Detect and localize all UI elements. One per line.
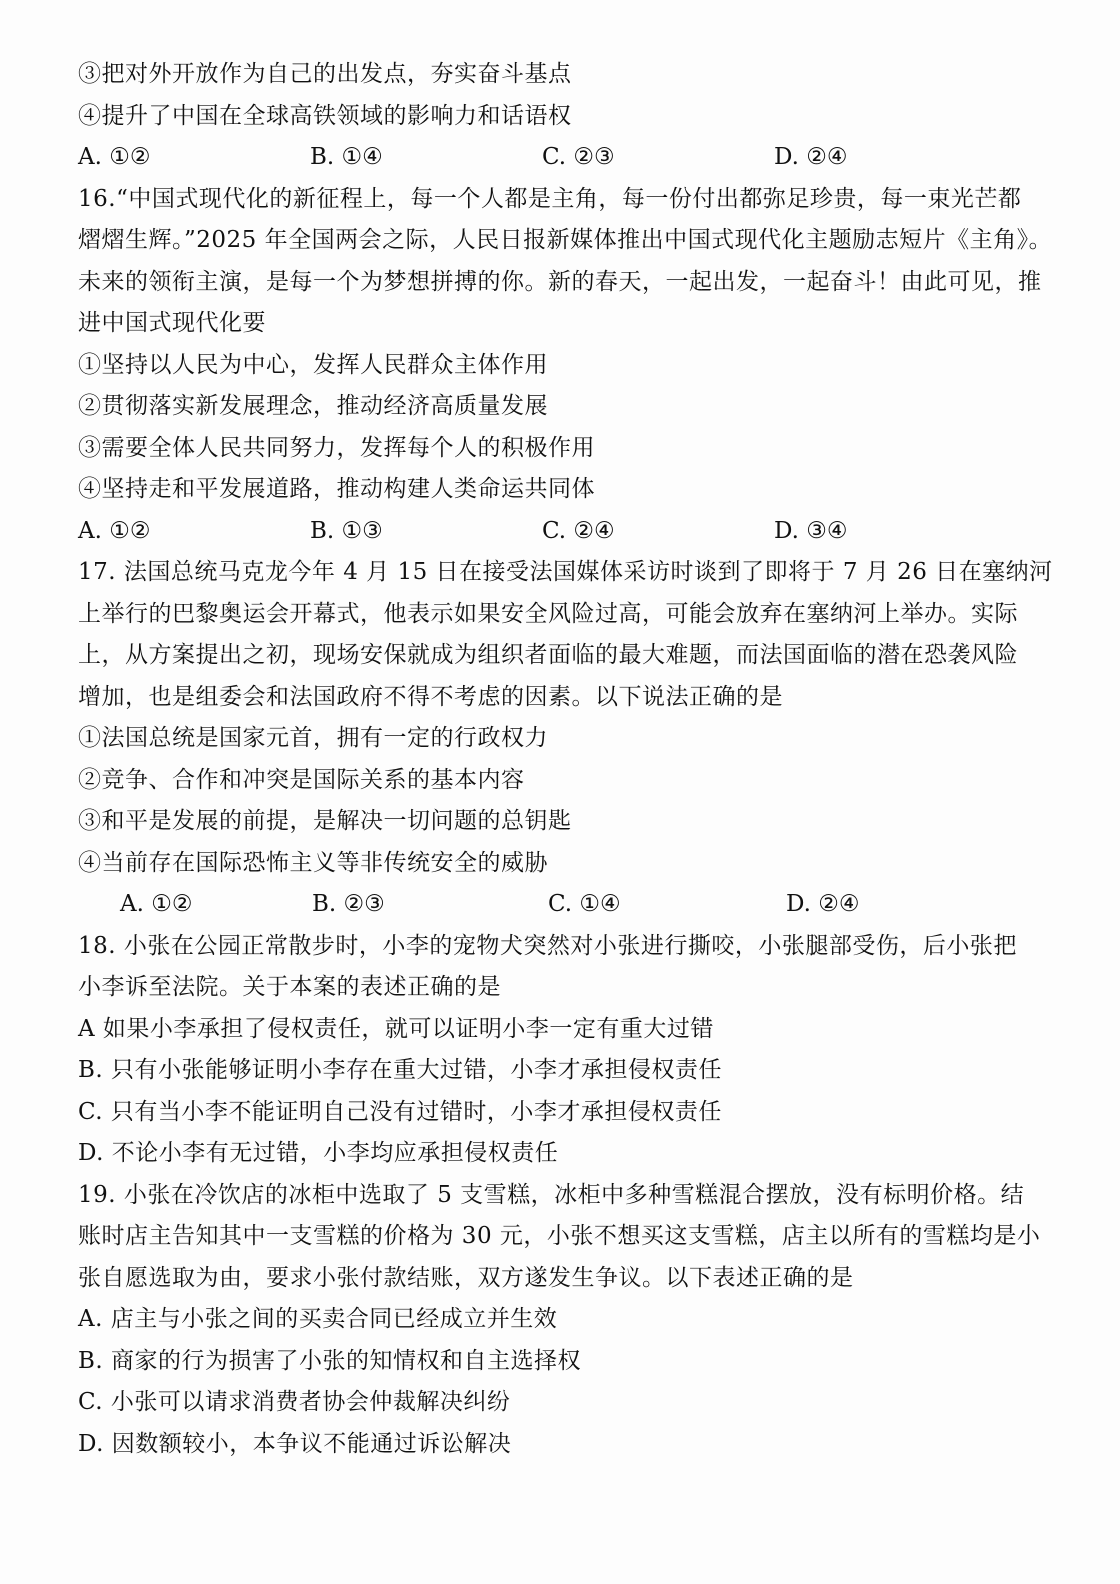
q19-choice-a: A. 店主与小张之间的买卖合同已经成立并生效: [78, 1306, 558, 1332]
page-content: [78, 54, 1053, 1465]
q15-options: [78, 137, 1048, 179]
q17-stem-line: 增加，也是组委会和法国政府不得不考虑的因素。以下说法正确的是: [78, 683, 783, 710]
q15-item-3: ③把对外开放作为自己的出发点，夯实奋斗基点: [78, 61, 572, 87]
question-18: [78, 926, 1048, 1175]
q17-stem-line: 上举行的巴黎奥运会开幕式，他表示如果安全风险过高，可能会放弃在塞纳河上举办。实际: [78, 600, 1018, 627]
q17-option-c: C. ①④: [548, 891, 621, 917]
q17-option-a: A. ①②: [120, 891, 193, 917]
q16-option-c: C. ②④: [542, 517, 615, 544]
q17-item-1: ①法国总统是国家元首，拥有一定的行政权力: [78, 725, 548, 751]
q16-option-d: D. ③④: [774, 517, 848, 544]
question-19: [78, 1175, 1048, 1466]
q19-choice-d: D. 因数额较小，本争议不能通过诉讼解决: [78, 1430, 512, 1457]
q15-option-c: C. ②③: [542, 144, 615, 170]
q19-stem-line: 19. 小张在冷饮店的冰柜中选取了 5 支雪糕，冰柜中多种雪糕混合摆放，没有标明价格。结: [78, 1181, 1025, 1208]
q18-choice-b: B. 只有小张能够证明小李存在重大过错，小李才承担侵权责任: [78, 1057, 723, 1083]
q16-stem-line: 熠熠生辉。”2025 年全国两会之际，人民日报新媒体推出中国式现代化主题励志短片《主角》。: [78, 227, 1053, 253]
q17-item-4: ④当前存在国际恐怖主义等非传统安全的威胁: [78, 849, 548, 876]
q17-options: [78, 884, 1048, 926]
q17-item-2: ②竞争、合作和冲突是国际关系的基本内容: [78, 766, 525, 793]
q16-item-1: ①坚持以人民为中心，发挥人民群众主体作用: [78, 351, 548, 378]
q17-stem-line: 上，从方案提出之初，现场安保就成为组织者面临的最大难题，而法国面临的潜在恐袭风险: [78, 642, 1018, 668]
q19-stem-line: 账时店主告知其中一支雪糕的价格为 30 元，小张不想买这支雪糕，店主以所有的雪糕均是小: [78, 1223, 1041, 1249]
q18-choice-a: A 如果小李承担了侵权责任，就可以证明小李一定有重大过错: [78, 1015, 714, 1042]
q16-stem-line: 未来的领衔主演，是每一个为梦想拼搏的你。新的春天，一起出发，一起奋斗！由此可见，推: [78, 268, 1042, 295]
q15-option-a: A. ①②: [78, 144, 151, 170]
q19-stem-line: 张自愿选取为由，要求小张付款结账，双方遂发生争议。以下表述正确的是: [78, 1264, 854, 1291]
q19-choice-b: B. 商家的行为损害了小张的知情权和自主选择权: [78, 1347, 582, 1374]
q17-item-3: ③和平是发展的前提，是解决一切问题的总钥匙: [78, 808, 572, 834]
q18-stem-line: 小李诉至法院。关于本案的表述正确的是: [78, 974, 501, 1000]
question-15: [78, 54, 1048, 179]
q16-stem-line: 进中国式现代化要: [78, 310, 266, 336]
q16-item-2: ②贯彻落实新发展理念，推动经济高质量发展: [78, 393, 548, 419]
q18-choice-c: C. 只有当小李不能证明自己没有过错时，小李才承担侵权责任: [78, 1098, 722, 1125]
q17-option-d: D. ②④: [786, 891, 860, 917]
q16-item-3: ③需要全体人民共同努力，发挥每个人的积极作用: [78, 434, 595, 461]
q16-stem-line: 16.“中国式现代化的新征程上，每一个人都是主角，每一份付出都弥足珍贵，每一束光芒都: [78, 185, 1022, 212]
q16-options: [78, 511, 1048, 553]
q18-stem-line: 18. 小张在公园正常散步时，小李的宠物犬突然对小张进行撕咬，小张腿部受伤，后小张把: [78, 932, 1017, 959]
q16-option-b: B. ①③: [310, 517, 383, 544]
q17-stem-line: 17. 法国总统马克龙今年 4 月 15 日在接受法国媒体采访时谈到了即将于 7 月 26 日在塞纳河: [78, 559, 1053, 585]
q17-option-b: B. ②③: [312, 891, 385, 917]
q15-option-b: B. ①④: [310, 144, 383, 170]
q16-option-a: A. ①②: [78, 517, 151, 544]
q19-choice-c: C. 小张可以请求消费者协会仲裁解决纠纷: [78, 1389, 511, 1415]
q15-option-d: D. ②④: [774, 144, 848, 170]
q18-choice-d: D. 不论小李有无过错，小李均应承担侵权责任: [78, 1140, 559, 1166]
q16-item-4: ④坚持走和平发展道路，推动构建人类命运共同体: [78, 476, 595, 502]
question-17: [78, 552, 1053, 926]
question-16: [78, 179, 1053, 553]
q15-item-4: ④提升了中国在全球高铁领域的影响力和话语权: [78, 102, 572, 129]
